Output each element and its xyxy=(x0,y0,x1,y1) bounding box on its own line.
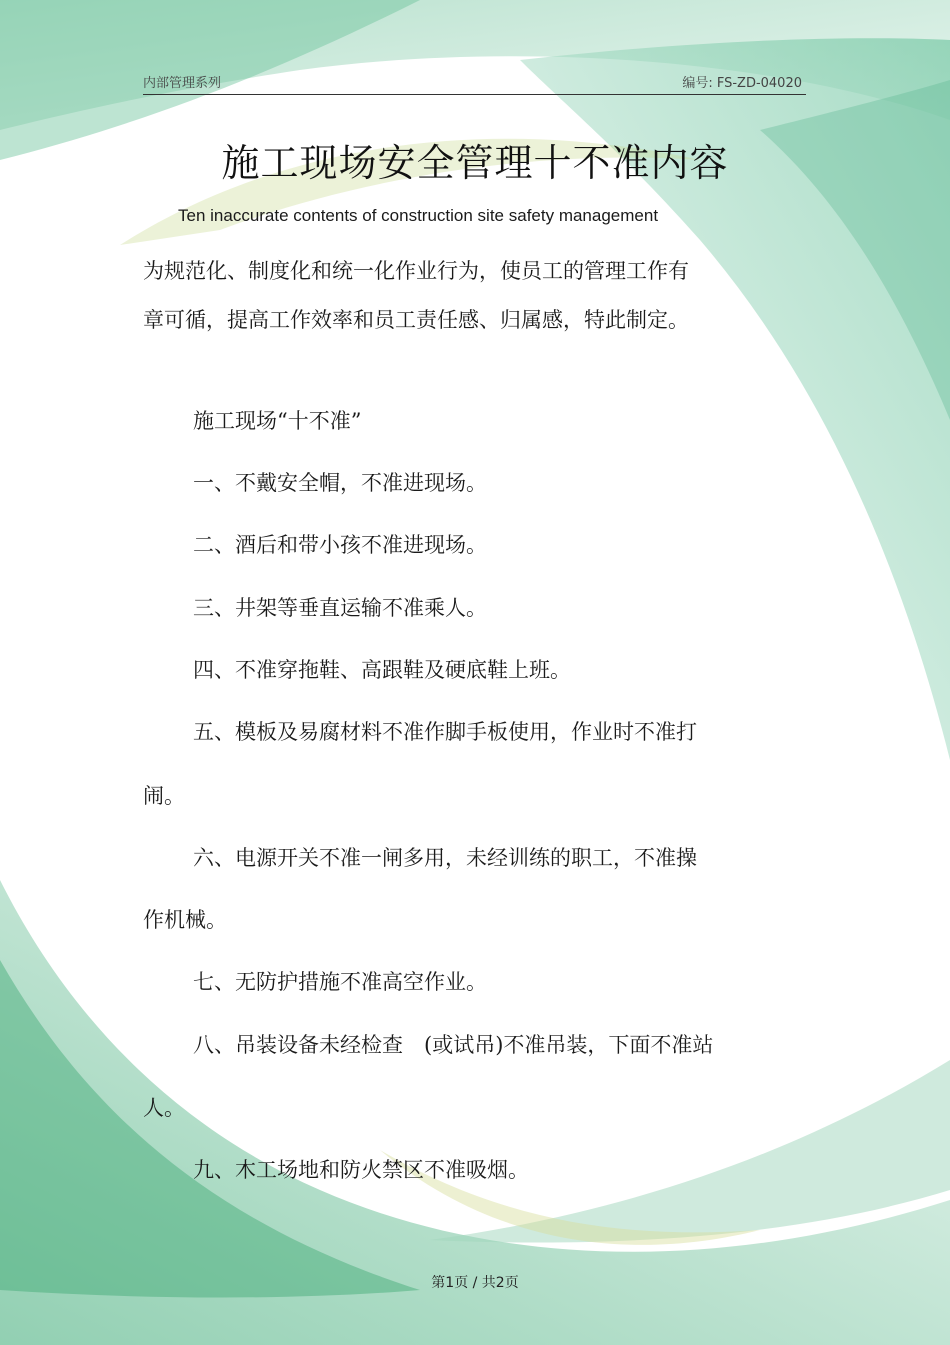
header-document-number: 编号: FS-ZD-04020 xyxy=(682,76,802,91)
page-header xyxy=(143,70,806,95)
rule-item: 八、吊装设备未经检查 (或试吊)不准吊装，下面不准站 xyxy=(193,1033,714,1057)
rule-item: 二、酒后和带小孩不准进现场。 xyxy=(193,533,487,557)
document-subtitle: Ten inaccurate contents of construction site safety management xyxy=(178,206,659,225)
intro-line-2: 章可循，提高工作效率和员工责任感、归属感，特此制定。 xyxy=(143,308,689,332)
rule-item: 五、模板及易腐材料不准作脚手板使用，作业时不准打 xyxy=(193,720,697,744)
rule-item: 一、不戴安全帽，不准进现场。 xyxy=(193,471,487,495)
rule-item: 七、无防护措施不准高空作业。 xyxy=(193,970,487,994)
rule-item-continuation: 人。 xyxy=(143,1096,185,1120)
page-footer: 第1页 / 共2页 xyxy=(431,1275,519,1291)
section-heading: 施工现场“十不准” xyxy=(193,409,362,433)
rule-item: 四、不准穿拖鞋、高跟鞋及硬底鞋上班。 xyxy=(193,658,571,682)
rule-item: 三、井架等垂直运输不准乘人。 xyxy=(193,596,487,620)
rule-item: 九、木工场地和防火禁区不准吸烟。 xyxy=(193,1158,529,1182)
rule-item: 六、电源开关不准一闸多用，未经训练的职工，不准操 xyxy=(193,846,697,870)
rule-item-continuation: 闹。 xyxy=(143,784,185,808)
header-series-label: 内部管理系列 xyxy=(143,76,222,91)
rule-item-continuation: 作机械。 xyxy=(143,908,227,932)
intro-line-1: 为规范化、制度化和统一化作业行为，使员工的管理工作有 xyxy=(143,259,689,283)
document-title: 施工现场安全管理十不准内容 xyxy=(221,141,729,185)
